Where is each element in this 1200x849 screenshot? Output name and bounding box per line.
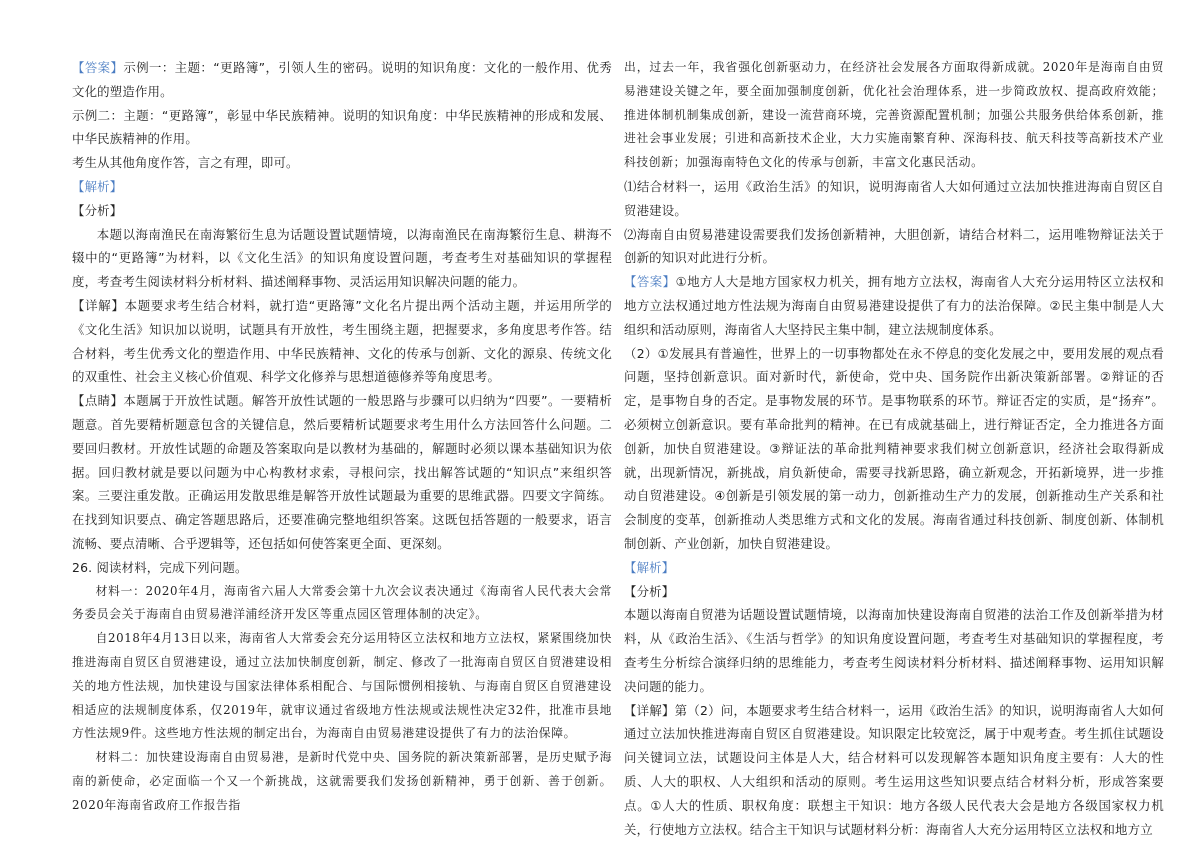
paragraph-text: 本题以海南渔民在南海繁衍生息为话题设置试题情境，以海南渔民在南海繁衍生息、耕海不辍中的“更路簿”为材料，以《文化生活》的知识角度设置问题，考查考生对基础知识的掌握程度，考查考生阅读材料分析材料、描述阐释事物、灵活运用知识解决问题的能力。 [72,226,612,290]
paragraph-text: 【分析】 [624,583,675,599]
paragraph-text: （2）①发展具有普遍性，世界上的一切事物都处在永不停息的变化发展之中，要用发展的观点看问题，坚持创新意识。面对新时代，新使命，党中央、国务院作出新决策新部署。②辩证的否定，是事物自身的否定。是事物发展的环节。是事物联系的环节。辩证否定的实质，是“扬弃”。必须树立创新意识。要有革命批判的精神。在已有成就基础上，进行辩证否定，全力推进各方面创新，加快自贸港建设。③辩证法的革命批判精神要求我们树立创新意识，经济社会取得新成就，出现新情况，新挑战，肩负新使命，需要寻找新思路，确立新观念，开拓新境界，进一步推动自贸港建设。④创新是引领发展的第一动力，创新推动生产力的发展，创新推动生产关系和社会制度的变革，创新推动人类思维方式和文化的发展。海南省通过科技创新、制度创新、体制机制创新、产业创新，加快自贸港建设。 [624,345,1164,551]
paragraph-text: 考生从其他角度作答，言之有理，即可。 [72,155,299,171]
paragraph-text: 材料二：加快建设海南自由贸易港，是新时代党中央、国务院的新决策新部署，是历史赋予海南的新使命，必定面临一个又一个新挑战，这就需要我们发扬创新精神，勇于创新、善于创新。2020年海南省政府工作报告指 [72,750,612,812]
paragraph-text: ⑴结合材料一，运用《政治生活》的知识，说明海南省人大如何通过立法加快推进海南自贸区自贸港建设。 [624,178,1164,218]
paragraph-text: 【点睛】本题属于开放性试题。解答开放性试题的一般思路与步骤可以归纳为“四要”。一要精析题意。首先要精析题意包含的关键信息，然后要精析试题要求考生用什么方法回答什么问题。二要回归教材。开放性试题的命题及答案取向是以教材为基础的，解题时必须以课本基础知识为依据。回归教材就是要以问题为中心构教材求索，寻根问宗，找出解答试题的“知识点”来组织答案。三要注重发散。正确运用发散思维是解答开放性试题最为重要的思维武器。四要文字简练。在找到知识要点、确定答题思路后，还要准确完整地组织答案。这既包括答题的一般要求，语言流畅、要点清晰、合乎逻辑等，还包括如何使答案更全面、更深刻。 [72,393,612,551]
paragraph [624,603,1164,698]
paragraph [72,104,612,152]
question-heading [72,556,612,580]
answer-paragraph [72,56,612,104]
left-column [72,56,612,818]
material-paragraph [72,746,612,817]
answer-tag: 【答案】 [72,60,124,75]
paragraph [624,699,1164,842]
analysis-tag: 【解析】 [72,178,123,194]
paragraph-text: 【分析】 [72,202,123,218]
question-paragraph [624,223,1164,271]
paragraph-text: 示例二：主题：“更路簿”，彰显中华民族精神。说明的知识角度：中华民族精神的形成和发展、中华民族精神的作用。 [72,107,612,147]
paragraph-text: 出，过去一年，我省强化创新驱动力，在经济社会发展各方面取得新成就。2020年是海南自由贸易港建设关键之年，要全面加强制度创新，优化社会治理体系，进一步简政放权、提高政府效能；推进体制机制集成创新，建设一流营商环境，完善资源配置机制；加强公共服务供给体系创新，推进社会事业发展；引进和高新技术企业，大力实施南繁育种、深海科技、航天科技等高新技术产业科技创新；加强海南特色文化的传承与创新，丰富文化惠民活动。 [624,60,1164,170]
material-paragraph [72,627,612,746]
paragraph-text: 【详解】第（2）问，本题要求考生结合材料一，运用《政治生活》的知识，说明海南省人大如何通过立法加快推进海南自贸区自贸港建设。知识限定比较宽泛，属于中观考查。考生抓住试题设问关键词立法，试题设问主体是人大，结合材料可以发现解答本题知识角度主要有：人大的性质、人大的职权、人大组织和活动的原则。考生运用这些知识要点结合材料分析，形成答案要点。①人大的性质、职权角度：联想主干知识：地方各级人民代表大会是地方各级国家权力机关，行使地方立法权。结合主干知识与试题材料分析：海南省人大充分运用特区立法权和地方立 [624,702,1164,837]
paragraph-text: ⑵海南自由贸易港建设需要我们发扬创新精神，大胆创新，请结合材料二，运用唯物辩证法关于创新的知识对此进行分析。 [624,226,1164,266]
paragraph-text: 26. 阅读材料，完成下列问题。 [72,559,248,575]
paragraph-text: 本题以海南自贸港为话题设置试题情境，以海南加快建设海南自贸港的法治工作及创新举措为材料，从《政治生活》、《生活与哲学》的知识角度设置问题，考查考生对基础知识的掌握程度，考查考生分析综合演绎归纳的思维能力，考查考生阅读材料分析材料、描述阐释事物、运用知识解决问题的能力。 [624,607,1164,694]
paragraph [72,151,612,175]
answer-paragraph [624,270,1164,341]
analysis-heading [624,556,1164,580]
question-paragraph [624,175,1164,223]
right-column [624,56,1164,841]
analysis-heading [72,175,612,199]
paragraph-text: 自2018年4月13日以来，海南省人大常委会充分运用特区立法权和地方立法权，紧紧围绕加快推进海南自贸区自贸港建设，通过立法加快制度创新，制定、修改了一批海南自贸区自贸港建设相关的地方性法规，加快建设与国家法律体系相配合、与国际惯例相接轨、与海南自贸区自贸港建设相适应的法规制度体系，仅2019年，就审议通过省级地方性法规或法规性决定32件，批准市县地方性法规9件。这些地方性法规的制定出台，为海南自由贸易港建设提供了有力的法治保障。 [72,631,612,741]
material-paragraph [624,56,1164,175]
paragraph-text: 材料一：2020年4月，海南省六届人大常委会第十九次会议表决通过《海南省人民代表大会常务委员会关于海南自由贸易港洋浦经济开发区等重点园区管理体制的决定》。 [72,583,612,622]
paragraph [72,223,612,294]
paragraph-text: 示例一：主题：“更路簿”，引领人生的密码。说明的知识角度：文化的一般作用、优秀文化的塑造作用。 [72,60,612,99]
paragraph [72,294,612,389]
material-paragraph [72,580,612,628]
answer-tag: 【答案】 [624,274,676,290]
paragraph [624,580,1164,604]
paragraph [624,342,1164,556]
paragraph [72,389,612,556]
paragraph-text: ①地方人大是地方国家权力机关，拥有地方立法权，海南省人大充分运用特区立法权和地方立法权通过地方性法规为海南自由贸易港建设提供了有力的法治保障。②民主集中制是人大组织和活动原则，海南省人大坚持民主集中制，建立法规制度体系。 [624,274,1164,337]
analysis-tag: 【解析】 [624,559,675,575]
paragraph-text: 【详解】本题要求考生结合材料，就打造“更路簿”文化名片提出两个活动主题，并运用所学的《文化生活》知识加以说明，试题具有开放性，考生围绕主题，把握要求，多角度思考作答。结合材料，考生优秀文化的塑造作用、中华民族精神、文化的传承与创新、文化的源泉、传统文化的双重性、社会主义核心价值观、科学文化修养与思想道德修养等角度思考。 [72,297,612,385]
paragraph [72,199,612,223]
